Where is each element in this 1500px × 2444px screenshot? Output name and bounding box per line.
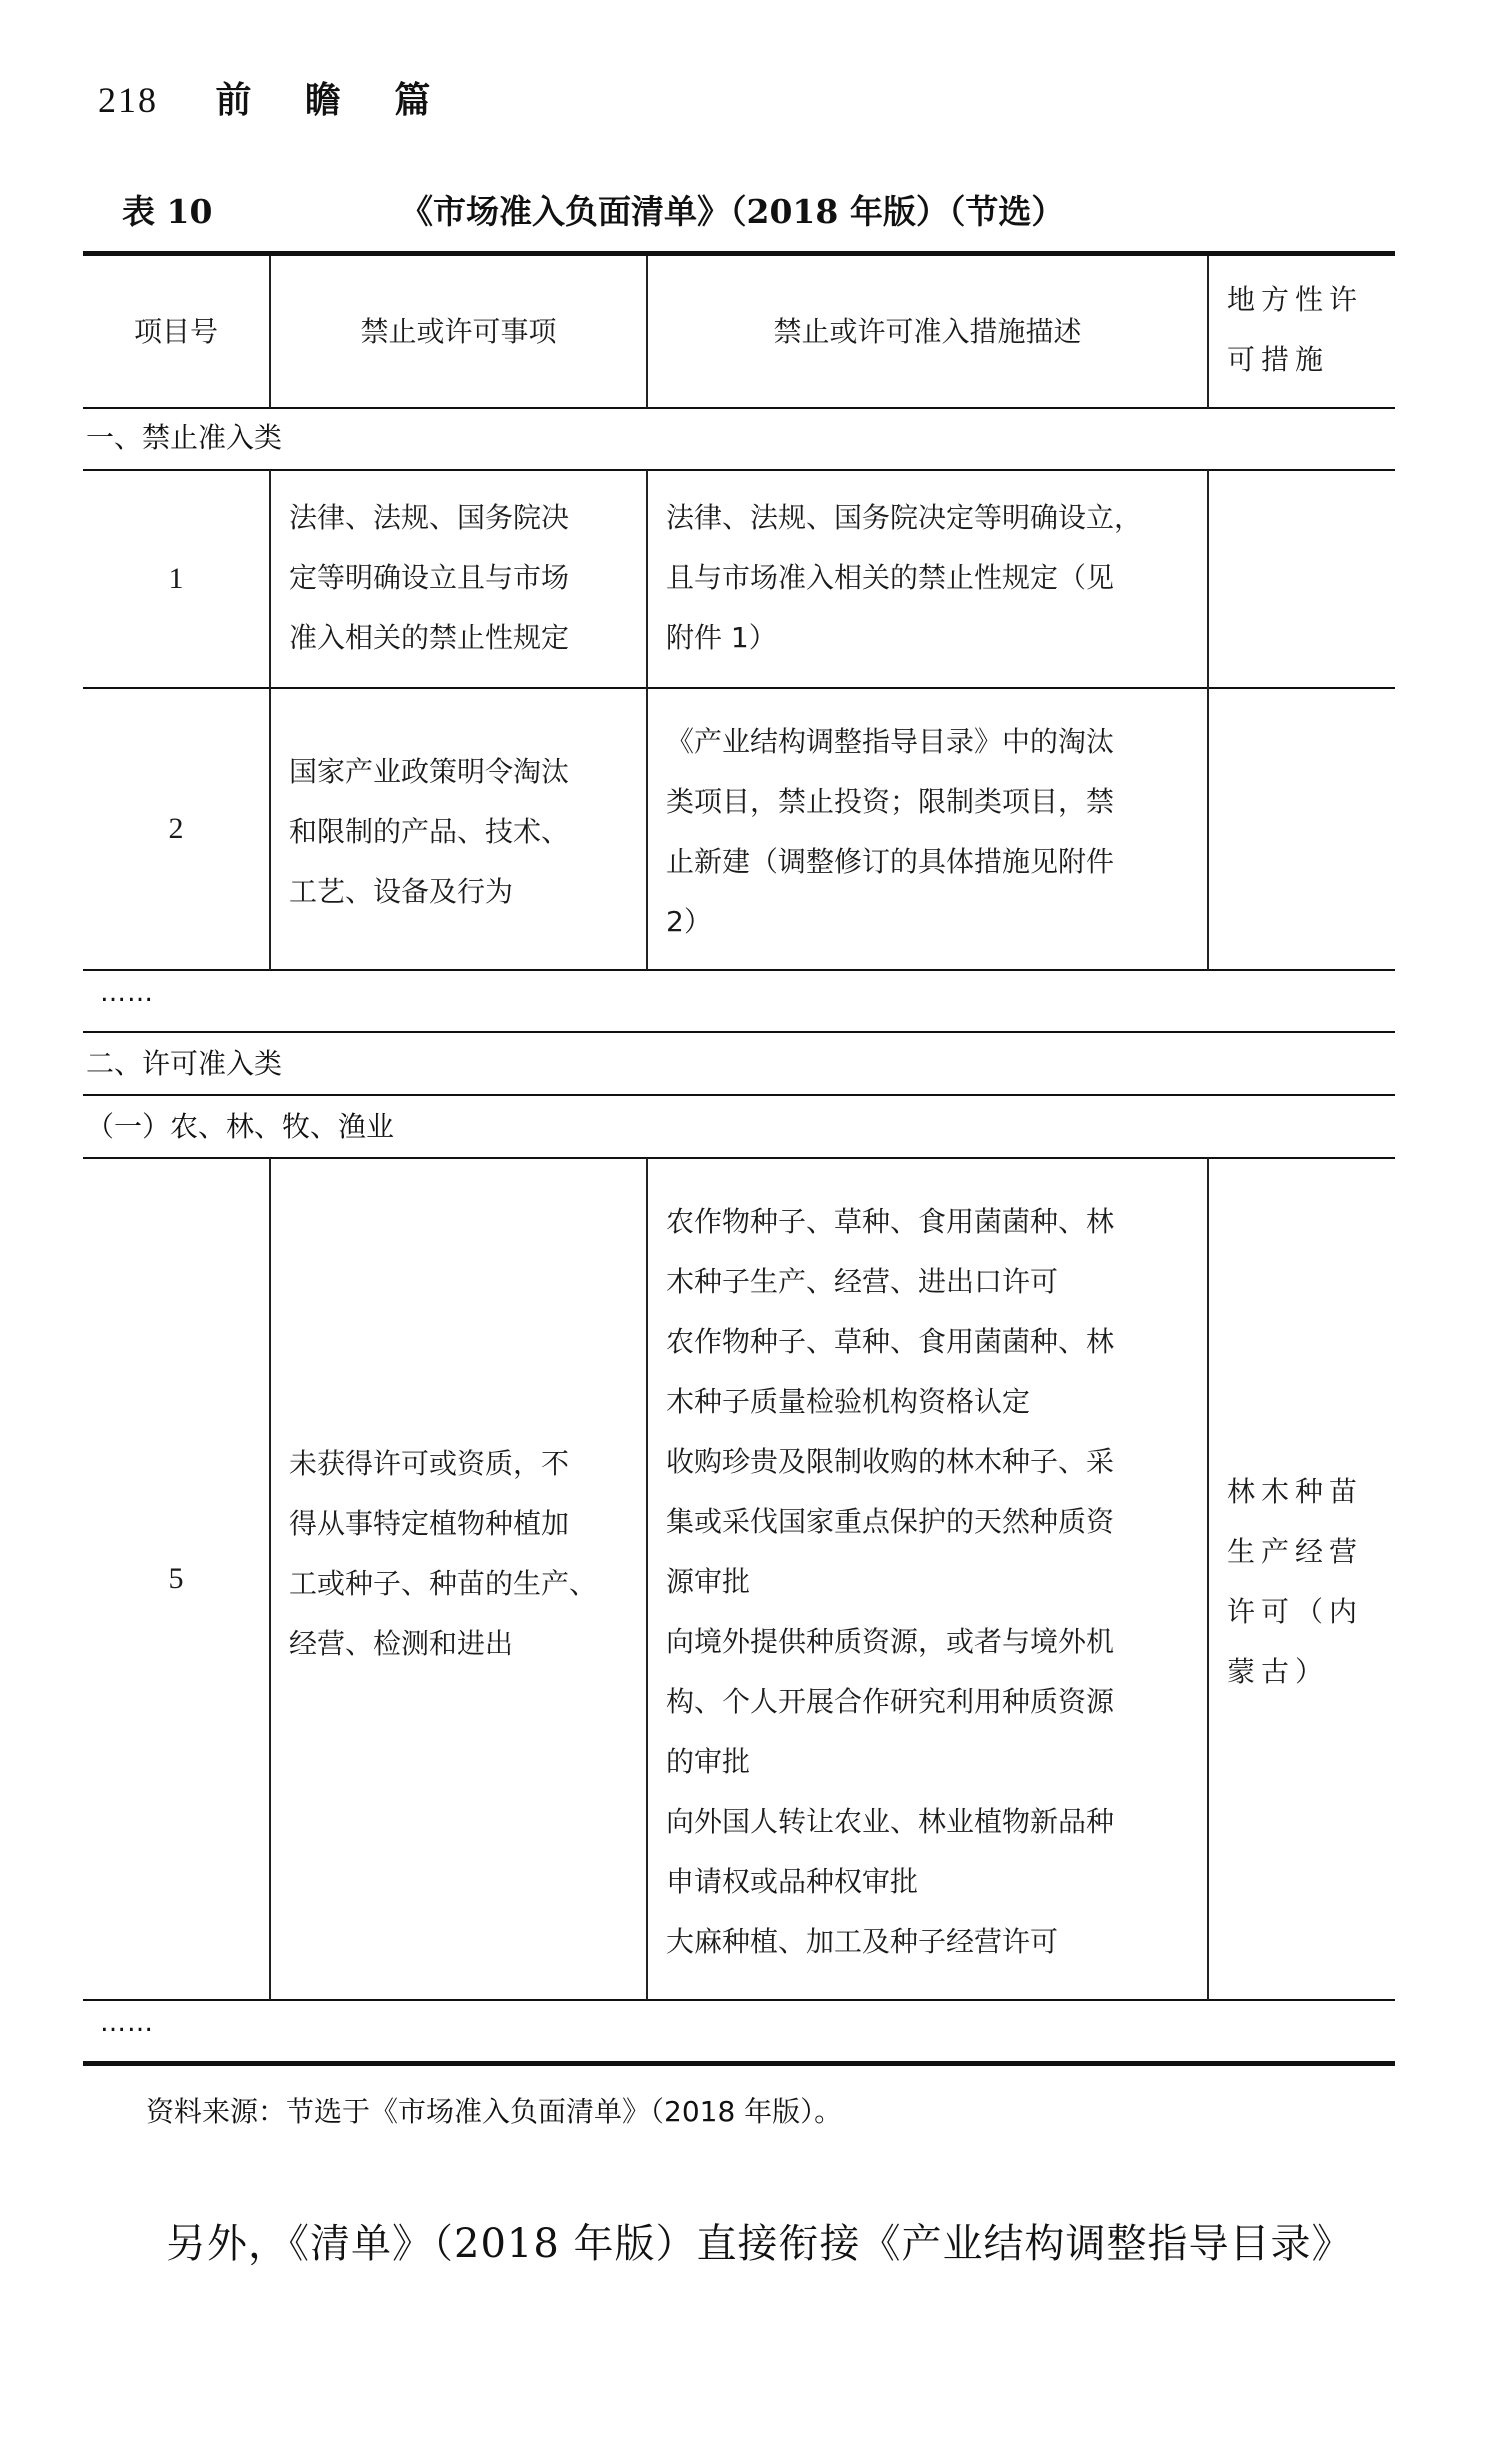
table-source-note: 资料来源：节选于《市场准入负面清单》（2018 年版）。 xyxy=(146,2095,843,2128)
text-line: 木种子质量检验机构资格认定 xyxy=(666,1385,1031,1418)
header-item: 禁止或许可事项 xyxy=(360,314,557,348)
section-char: 篇 xyxy=(394,79,433,121)
table-bottom-rule xyxy=(83,2061,1395,2066)
header-line: 地方性许 xyxy=(1227,283,1364,316)
text-line: 构、个人开展合作研究利用种质资源 xyxy=(666,1685,1115,1718)
ellipsis: …… xyxy=(100,978,154,1008)
text-line: 收购珍贵及限制收购的林木种子、采 xyxy=(666,1445,1115,1478)
text-line: 定等明确设立且与市场 xyxy=(289,561,570,594)
text-line: 农作物种子、草种、食用菌菌种、林 xyxy=(666,1325,1115,1358)
text-line: 源审批 xyxy=(666,1565,751,1598)
text-line: 生产经营 xyxy=(1227,1535,1364,1568)
text-line: 工艺、设备及行为 xyxy=(289,875,514,908)
section-char: 前 xyxy=(215,79,254,121)
row-description xyxy=(648,1192,1207,1972)
text-line: 附件 1） xyxy=(666,621,777,654)
header-item-number: 项目号 xyxy=(133,314,218,348)
row-local-measures xyxy=(1209,1462,1395,1702)
page-number: 218 xyxy=(98,80,158,120)
section-prohibited: 一、禁止准入类 xyxy=(86,421,283,454)
header-line: 可措施 xyxy=(1227,343,1330,376)
text-line: 类项目，禁止投资；限制类项目，禁 xyxy=(666,785,1115,818)
table-label: 表 10 xyxy=(122,192,213,231)
text-line: 准入相关的禁止性规定 xyxy=(289,621,570,654)
row-divider xyxy=(83,407,1395,409)
row-description xyxy=(648,488,1207,668)
section-agri: （一）农、林、牧、渔业 xyxy=(86,1110,395,1143)
row-divider xyxy=(83,1031,1395,1033)
text-line: 得从事特定植物种植加 xyxy=(289,1507,570,1540)
text-line: 的审批 xyxy=(666,1745,751,1778)
text-line: 蒙古） xyxy=(1227,1655,1330,1688)
row-divider xyxy=(83,687,1395,689)
row-divider xyxy=(83,1999,1395,2001)
column-divider xyxy=(1207,470,1209,970)
text-line: 林木种苗 xyxy=(1227,1475,1364,1508)
ellipsis: …… xyxy=(100,2008,154,2038)
row-item xyxy=(271,488,646,668)
section-char: 瞻 xyxy=(304,79,343,121)
row-id: 1 xyxy=(168,561,184,595)
table-title: 《市场准入负面清单》（2018 年版）（节选） xyxy=(400,192,1065,231)
text-line: 经营、检测和进出 xyxy=(289,1627,514,1660)
text-line: 止新建（调整修订的具体措施见附件 xyxy=(666,845,1115,878)
text-line: 农作物种子、草种、食用菌菌种、林 xyxy=(666,1205,1115,1238)
text-line: 《产业结构调整指导目录》中的淘汰 xyxy=(666,725,1115,758)
text-line: 法律、法规、国务院决 xyxy=(289,501,570,534)
header-local-measures xyxy=(1209,270,1395,390)
text-line: 向境外提供种质资源，或者与境外机 xyxy=(666,1625,1115,1658)
text-line: 和限制的产品、技术、 xyxy=(289,815,570,848)
body-paragraph: 另外，《清单》（2018 年版）直接衔接《产业结构调整指导目录》 xyxy=(166,2221,1353,2267)
text-line: 集或采伐国家重点保护的天然种质资 xyxy=(666,1505,1115,1538)
text-line: 木种子生产、经营、进出口许可 xyxy=(666,1265,1059,1298)
row-divider xyxy=(83,1157,1395,1159)
text-line: 许可（内 xyxy=(1227,1595,1364,1628)
text-line: 未获得许可或资质，不 xyxy=(289,1447,570,1480)
row-divider xyxy=(83,469,1395,471)
page-header xyxy=(98,72,470,123)
text-line: 申请权或品种权审批 xyxy=(666,1865,919,1898)
row-id: 2 xyxy=(168,812,184,845)
row-description xyxy=(648,712,1207,952)
text-line: 国家产业政策明令淘汰 xyxy=(289,755,570,788)
text-line: 2） xyxy=(666,905,712,938)
row-divider xyxy=(83,1094,1395,1096)
text-line: 工或种子、种苗的生产、 xyxy=(289,1567,598,1600)
text-line: 法律、法规、国务院决定等明确设立， xyxy=(666,501,1143,534)
section-permitted: 二、许可准入类 xyxy=(86,1047,283,1080)
row-item xyxy=(271,742,646,922)
row-id: 5 xyxy=(168,1562,184,1595)
row-divider xyxy=(83,969,1395,971)
row-item xyxy=(271,1434,646,1674)
text-line: 大麻种植、加工及种子经营许可 xyxy=(666,1925,1059,1958)
text-line: 向外国人转让农业、林业植物新品种 xyxy=(666,1805,1115,1838)
text-line: 且与市场准入相关的禁止性规定（见 xyxy=(666,561,1115,594)
header-description: 禁止或许可准入措施描述 xyxy=(773,314,1082,348)
